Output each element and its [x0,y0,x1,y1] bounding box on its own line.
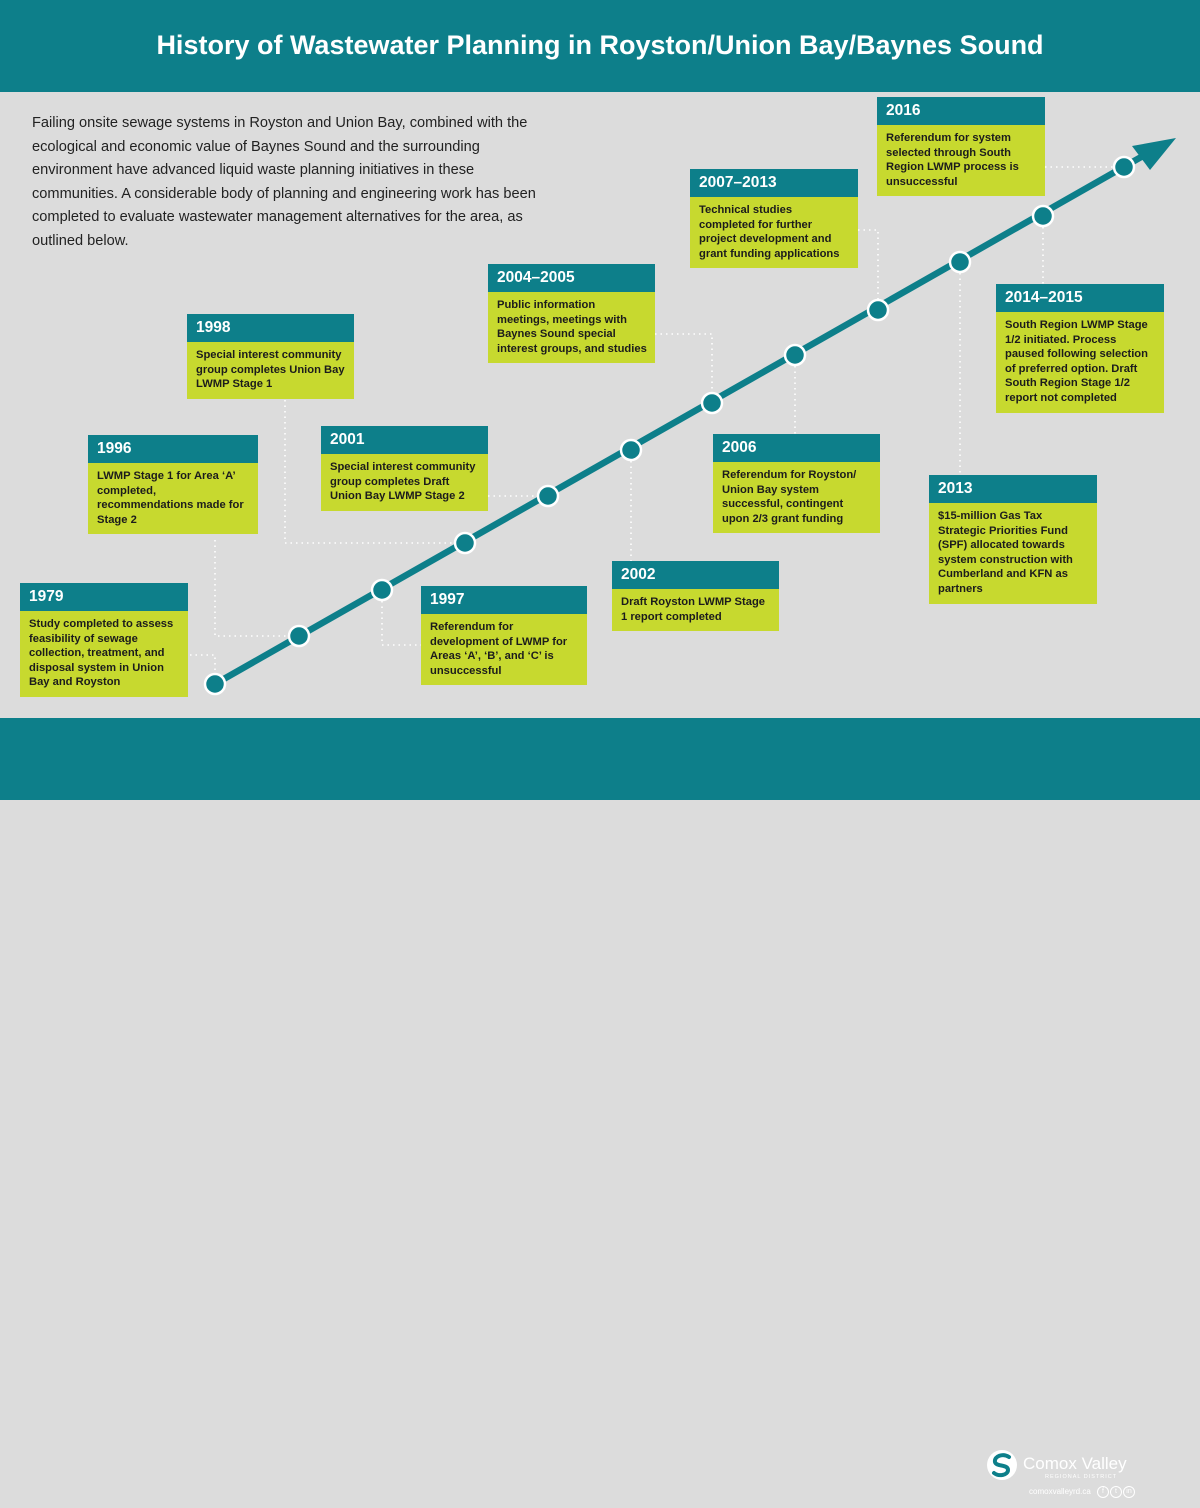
event-box-2014-2015 [996,284,1164,413]
event-description: South Region LWMP Stage 1/2 initiated. Process paused following selection of preferred option. Draft South Region Stage 1/2 report not completed [996,312,1164,413]
node-1997 [372,580,392,600]
website-url[interactable]: comoxvalleyrd.ca [1029,1487,1091,1496]
event-description: Special interest community group completes Draft Union Bay LWMP Stage 2 [321,454,488,511]
event-box-1998 [187,314,354,399]
org-name: Comox Valley [1023,1454,1127,1473]
timeline-arrowhead [1132,138,1176,170]
event-box-2001 [321,426,488,511]
node-2013 [950,252,970,272]
event-description: LWMP Stage 1 for Area ‘A’ completed, recommendations made for Stage 2 [88,463,258,534]
node-2007 [868,300,888,320]
event-description: $15-million Gas Tax Strategic Priorities Fund (SPF) allocated towards system construction with Cumberland and KFN as partners [929,503,1097,604]
event-description: Referendum for development of LWMP for Areas ‘A’, ‘B’, and ‘C’ is unsuccessful [421,614,587,685]
connector-2004 [655,334,712,403]
node-2001 [538,486,558,506]
event-year: 1996 [88,435,258,463]
event-box-2013 [929,475,1097,604]
event-box-2007-2013 [690,169,858,268]
intro-paragraph: Failing onsite sewage systems in Royston and Union Bay, combined with the ecological and economic value of Baynes Sound and the surrounding environment have advanced liquid waste planning initiatives in these communities. A considerable body of planning and engineering work has been completed to evaluate wastewater management alternatives for the area, as outlined below. [32,115,536,249]
facebook-icon[interactable]: f [1097,1486,1109,1498]
event-box-1979 [20,583,188,697]
event-description: Special interest community group completes Union Bay LWMP Stage 1 [187,342,354,399]
event-box-1997 [421,586,587,685]
event-year: 2013 [929,475,1097,503]
event-year: 1997 [421,586,587,614]
node-1996 [289,626,309,646]
twitter-icon[interactable]: t [1110,1486,1122,1498]
event-description: Referendum for Royston/ Union Bay system successful, contingent upon 2/3 grant funding [713,462,880,533]
node-2002 [621,440,641,460]
cvrd-logo-mark-icon [985,1448,1019,1482]
event-box-2002 [612,561,779,631]
event-box-2006 [713,434,880,533]
event-year: 2006 [713,434,880,462]
event-year: 2007–2013 [690,169,858,197]
event-description: Study completed to assess feasibility of sewage collection, treatment, and disposal system in Union Bay and Royston [20,611,188,697]
footer-banner [0,718,1200,1496]
event-description: Referendum for system selected through South Region LWMP process is unsuccessful [877,125,1045,196]
event-year: 1979 [20,583,188,611]
event-description: Draft Royston LWMP Stage 1 report completed [612,589,779,631]
event-year: 2004–2005 [488,264,655,292]
page-title: History of Wastewater Planning in Royston/Union Bay/Baynes Sound [156,30,1044,60]
event-year: 1998 [187,314,354,342]
event-year: 2001 [321,426,488,454]
node-2016 [1114,157,1134,177]
event-year: 2014–2015 [996,284,1164,312]
connector-2007 [858,230,878,310]
node-2014 [1033,206,1053,226]
event-box-1996 [88,435,258,534]
event-year: 2002 [612,561,779,589]
event-description: Technical studies completed for further project development and grant funding applications [690,197,858,268]
node-1979 [205,674,225,694]
event-year: 2016 [877,97,1045,125]
event-description: Public information meetings, meetings with Baynes Sound special interest groups, and studies [488,292,655,363]
linkedin-icon[interactable]: in [1123,1486,1135,1498]
event-box-2016 [877,97,1045,196]
node-1998 [455,533,475,553]
comox-valley-logo [985,1444,1185,1508]
node-2006 [785,345,805,365]
node-2004 [702,393,722,413]
org-subtitle: REGIONAL DISTRICT [1045,1474,1118,1480]
connector-1996 [215,540,299,636]
event-box-2004-2005 [488,264,655,363]
